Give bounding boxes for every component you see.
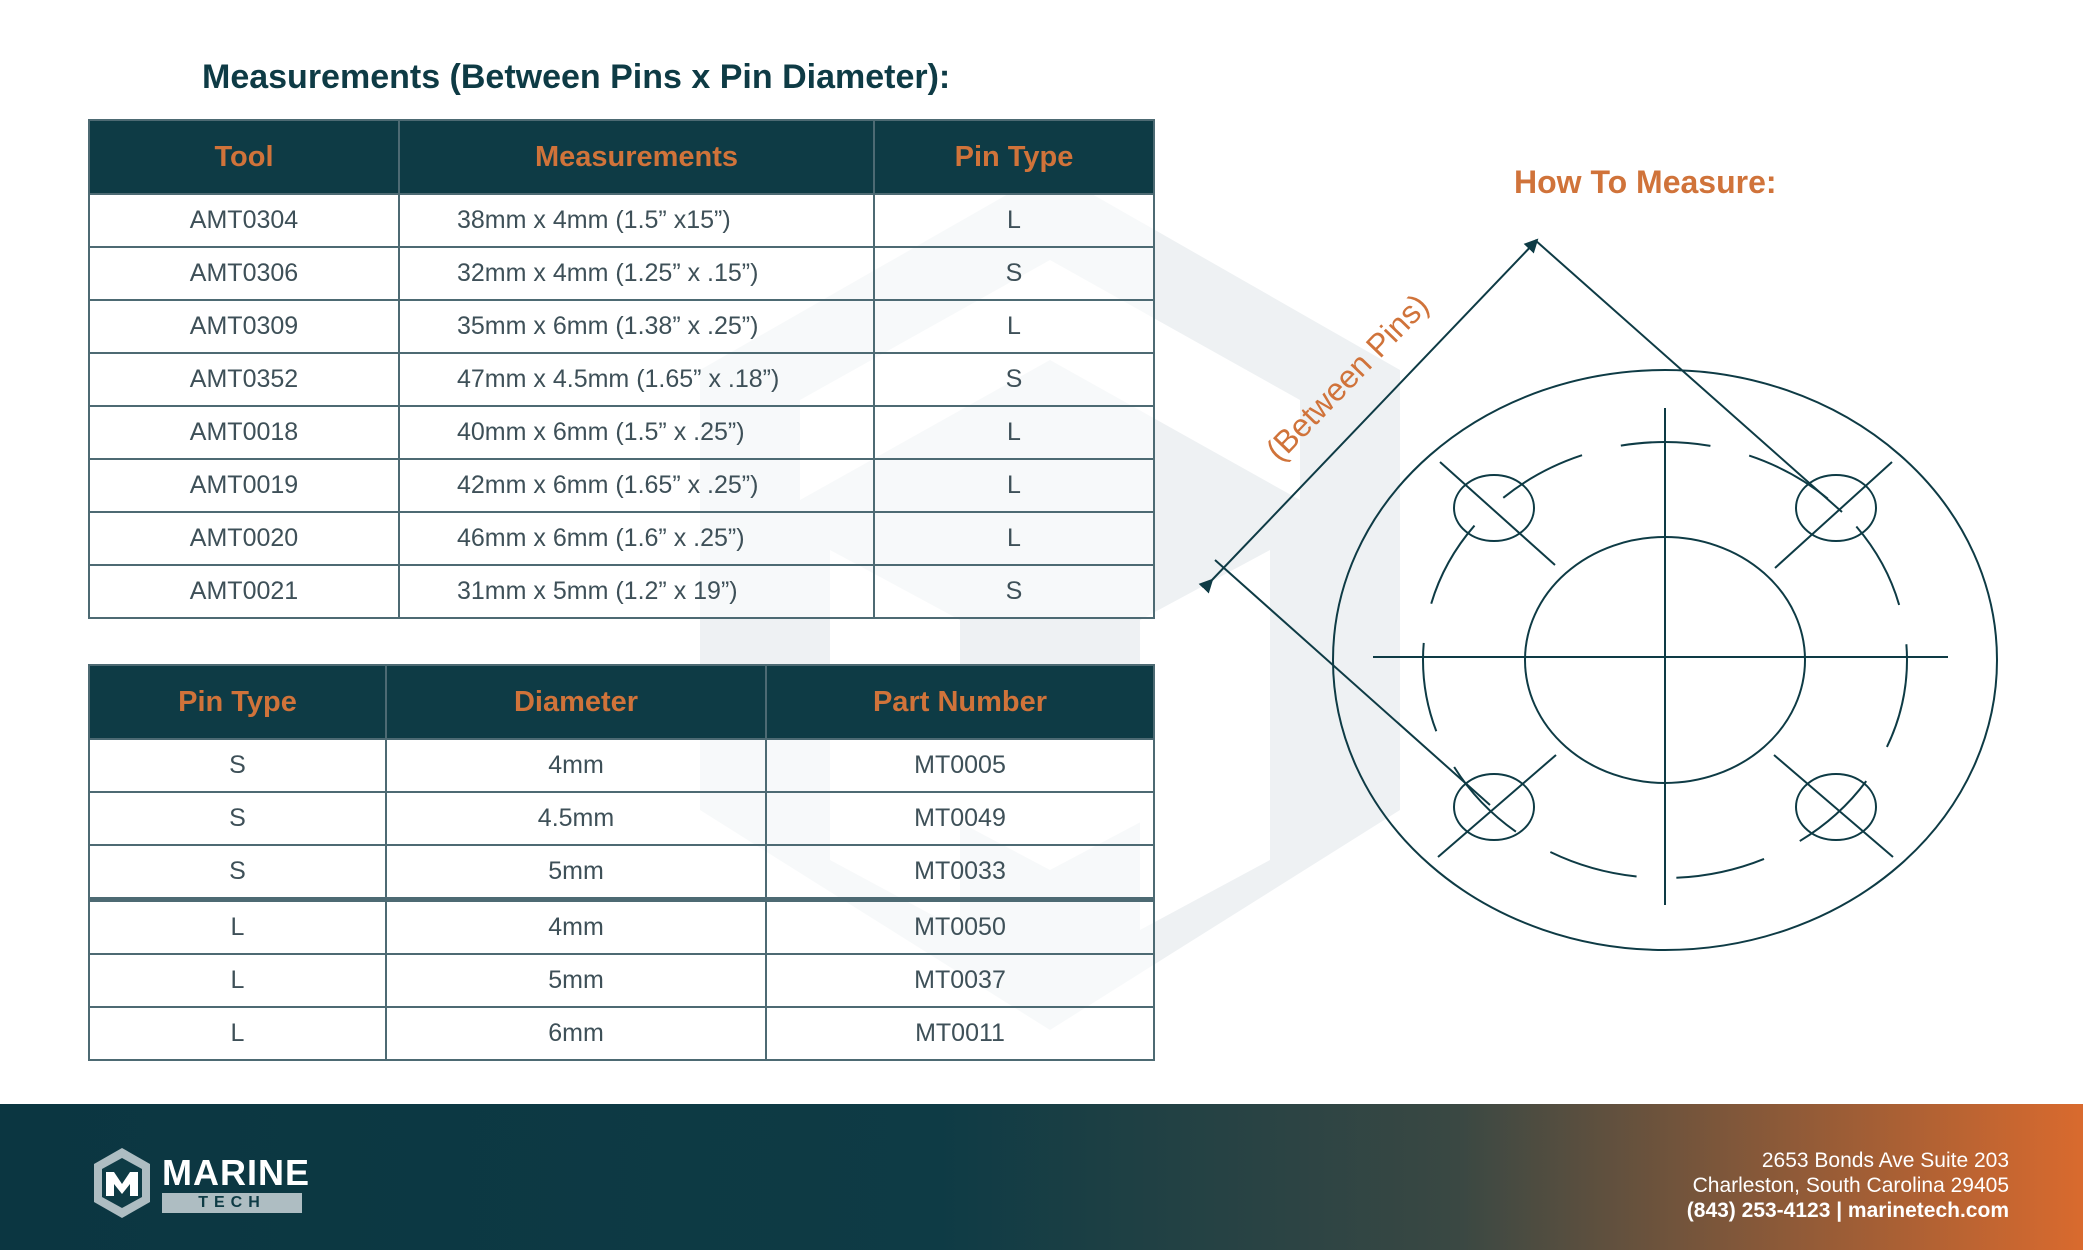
pin-type-cell: S [874,353,1154,406]
table-row [89,406,1154,459]
footer [0,1104,2083,1250]
table-row [89,565,1154,618]
table-row [89,1007,1154,1060]
column-header-pin-type: Pin Type [874,120,1154,194]
table-row [89,845,1154,900]
table-row [89,954,1154,1007]
diameter-cell: 5mm [386,845,766,900]
between-pins-label: (Between Pins) [1258,286,1436,468]
measurement-cell: 35mm x 6mm (1.38” x .25”) [399,300,874,353]
pin-type-cell: S [89,845,386,900]
column-header-pin-type: Pin Type [89,665,386,739]
pin-type-cell: L [874,406,1154,459]
diameter-cell: 6mm [386,1007,766,1060]
part-number-cell: MT0005 [766,739,1154,792]
diameter-cell: 4mm [386,739,766,792]
pin-type-cell: S [89,792,386,845]
pin-type-cell: L [874,300,1154,353]
measurement-cell: 40mm x 6mm (1.5” x .25”) [399,406,874,459]
column-header-part-number: Part Number [766,665,1154,739]
diameter-cell: 5mm [386,954,766,1007]
table-row [89,900,1154,955]
tool-cell: AMT0020 [89,512,399,565]
pin-type-cell: L [89,900,386,955]
part-number-cell: MT0033 [766,845,1154,900]
logo-subtitle: TECH [162,1193,302,1213]
tool-cell: AMT0018 [89,406,399,459]
pin-type-cell: S [89,739,386,792]
flange-measurement-diagram [1190,225,2020,965]
dimension-arrow [1212,240,1537,580]
measurement-cell: 38mm x 4mm (1.5” x15”) [399,194,874,247]
table-row [89,300,1154,353]
tool-measurements-table [88,119,1155,619]
table-row [89,353,1154,406]
table-row [89,194,1154,247]
pin-type-cell: L [874,512,1154,565]
table-row [89,792,1154,845]
pin-parts-table [88,664,1155,1061]
how-to-measure-title: How To Measure: [1514,164,1777,200]
diameter-cell: 4.5mm [386,792,766,845]
measurement-cell: 31mm x 5mm (1.2” x 19”) [399,565,874,618]
address-line-2: Charleston, South Carolina 29405 [1692,1174,2009,1197]
tool-cell: AMT0352 [89,353,399,406]
tool-cell: AMT0021 [89,565,399,618]
measurement-cell: 46mm x 6mm (1.6” x .25”) [399,512,874,565]
pin-type-cell: L [874,459,1154,512]
contact-line[interactable]: (843) 253-4123 | marinetech.com [1686,1199,2009,1222]
table-row [89,739,1154,792]
tool-cell: AMT0306 [89,247,399,300]
extension-line-bottom [1215,560,1490,805]
diameter-cell: 4mm [386,900,766,955]
address-line-1: 2653 Bonds Ave Suite 203 [1761,1149,2009,1172]
pin-type-cell: L [89,954,386,1007]
column-header-tool: Tool [89,120,399,194]
extension-line-top [1535,240,1842,512]
tool-cell: AMT0309 [89,300,399,353]
measurement-cell: 32mm x 4mm (1.25” x .15”) [399,247,874,300]
part-number-cell: MT0049 [766,792,1154,845]
part-number-cell: MT0037 [766,954,1154,1007]
measurement-cell: 47mm x 4.5mm (1.65” x .18”) [399,353,874,406]
table-header-row [89,120,1154,194]
tool-cell: AMT0304 [89,194,399,247]
table-row [89,512,1154,565]
company-address [1687,1148,2009,1223]
column-header-measurements: Measurements [399,120,874,194]
marine-tech-logo [92,1146,332,1226]
marine-tech-m-hexagon-icon [92,1146,152,1220]
table-header-row [89,665,1154,739]
part-number-cell: MT0050 [766,900,1154,955]
logo-wordmark: MARINE [162,1152,310,1193]
page-title: Measurements (Between Pins x Pin Diameter): [202,58,951,96]
pin-type-cell: L [89,1007,386,1060]
pin-type-cell: S [874,247,1154,300]
table-row [89,459,1154,512]
tool-cell: AMT0019 [89,459,399,512]
column-header-diameter: Diameter [386,665,766,739]
table-row [89,247,1154,300]
pin-type-cell: S [874,565,1154,618]
measurement-cell: 42mm x 6mm (1.65” x .25”) [399,459,874,512]
part-number-cell: MT0011 [766,1007,1154,1060]
pin-type-cell: L [874,194,1154,247]
